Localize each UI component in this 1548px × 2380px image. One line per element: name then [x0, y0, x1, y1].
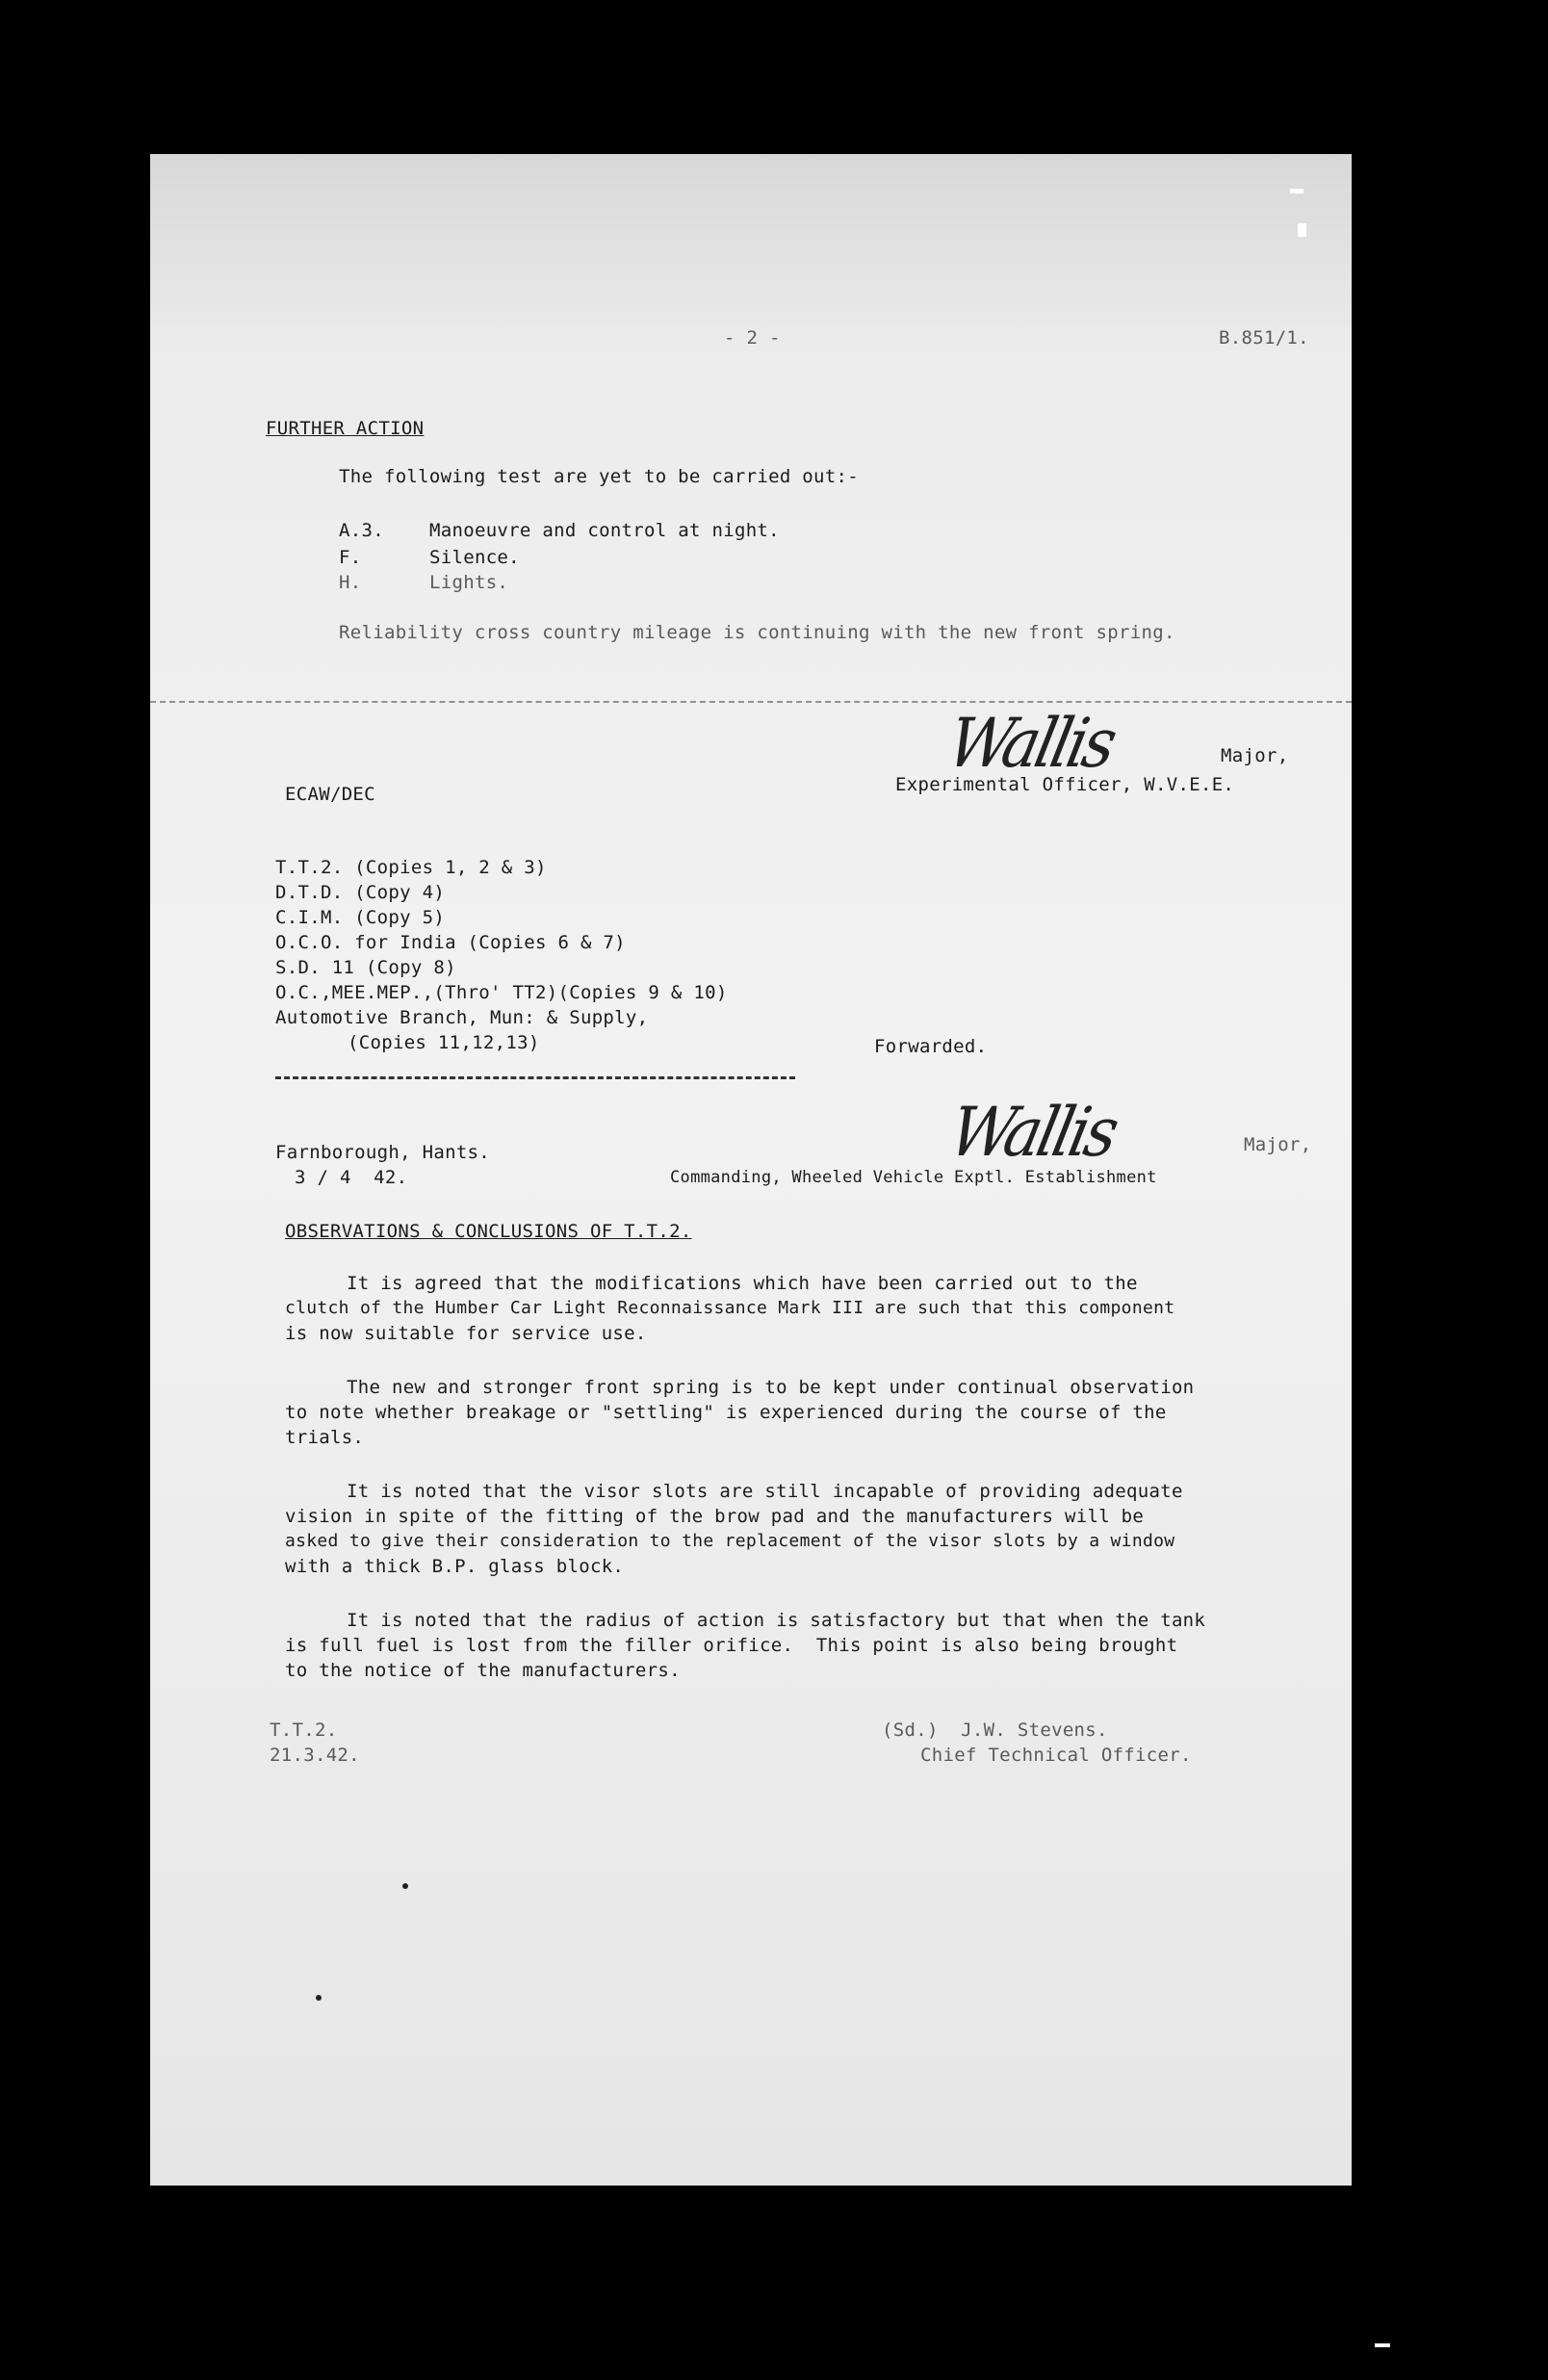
test-code: A.3. — [339, 520, 384, 541]
speck — [402, 1883, 408, 1889]
observation-line: The new and stronger front spring is to be kept under continual observation — [347, 1377, 1195, 1398]
observation-line: asked to give their consideration to the replacement of the visor slots by a window — [285, 1531, 1175, 1551]
distribution-item: O.C.,MEE.MEP.,(Thro' TT2)(Copies 9 & 10) — [275, 982, 728, 1003]
observation-line: to the notice of the manufacturers. — [285, 1660, 681, 1681]
speck — [316, 1995, 322, 2001]
fold-line — [150, 701, 1352, 703]
distribution-item: S.D. 11 (Copy 8) — [275, 957, 456, 978]
observations-heading: OBSERVATIONS & CONCLUSIONS OF T.T.2. — [285, 1221, 692, 1242]
page-number: - 2 - — [724, 327, 781, 349]
test-code: H. — [339, 572, 362, 593]
document-reference: B.851/1. — [1219, 327, 1309, 349]
distribution-item: D.T.D. (Copy 4) — [275, 882, 446, 903]
tests-intro: The following test are yet to be carried out:- — [339, 466, 859, 487]
footer-date: 21.3.42. — [270, 1745, 360, 1766]
footer-signed: (Sd.) J.W. Stevens. — [882, 1720, 1108, 1741]
distribution-item: Automotive Branch, Mun: & Supply, — [275, 1007, 649, 1028]
edge-mark — [1375, 2343, 1390, 2347]
signoff-2-title: Commanding, Wheeled Vehicle Exptl. Establishment — [670, 1168, 1157, 1187]
distribution-item: C.I.M. (Copy 5) — [275, 907, 446, 928]
observation-line: It is agreed that the modifications which have been carried out to the — [347, 1273, 1138, 1294]
observation-line: It is noted that the visor slots are still incapable of providing adequate — [347, 1481, 1183, 1502]
signoff-1-rank: Major, — [1221, 745, 1289, 766]
observation-line: trials. — [285, 1427, 365, 1448]
distribution-item: T.T.2. (Copies 1, 2 & 3) — [275, 857, 547, 878]
signature-2: Wallis — [942, 1094, 1122, 1173]
signoff-1-ref: ECAW/DEC — [285, 784, 375, 805]
reliability-note: Reliability cross country mileage is continuing with the new front spring. — [339, 622, 1175, 643]
signoff-2-rank: Major, — [1244, 1134, 1312, 1155]
signoff-2-place: Farnborough, Hants. — [275, 1142, 491, 1163]
distribution-item: O.C.O. for India (Copies 6 & 7) — [275, 932, 626, 953]
observation-line: with a thick B.P. glass block. — [285, 1556, 625, 1577]
further-action-heading: FURTHER ACTION — [266, 418, 425, 439]
distribution-item: (Copies 11,12,13) — [348, 1032, 540, 1053]
test-description: Lights. — [429, 572, 509, 593]
observation-line: is full fuel is lost from the filler orifice. This point is also being brought — [285, 1635, 1178, 1656]
test-description: Manoeuvre and control at night. — [429, 520, 780, 541]
test-description: Silence. — [429, 547, 520, 568]
separator-dashes — [275, 1076, 795, 1079]
signoff-1-title: Experimental Officer, W.V.E.E. — [895, 774, 1235, 795]
observation-line: to note whether breakage or "settling" is experienced during the course of the — [285, 1402, 1167, 1423]
signoff-2-date: 3 / 4 42. — [295, 1167, 408, 1188]
footer-ref: T.T.2. — [270, 1720, 338, 1741]
observation-line: It is noted that the radius of action is satisfactory but that when the tank — [347, 1610, 1206, 1631]
edge-mark — [1290, 189, 1303, 194]
document-page — [150, 154, 1352, 2186]
footer-title: Chief Technical Officer. — [920, 1745, 1192, 1766]
observation-line: clutch of the Humber Car Light Reconnaissance Mark III are such that this component — [285, 1298, 1175, 1318]
observation-line: is now suitable for service use. — [285, 1323, 647, 1344]
edge-mark — [1298, 223, 1306, 237]
observation-line: vision in spite of the fitting of the brow pad and the manufacturers will be — [285, 1506, 1145, 1527]
forwarded-label: Forwarded. — [874, 1036, 988, 1057]
test-code: F. — [339, 547, 362, 568]
signature-1: Wallis — [941, 705, 1121, 784]
